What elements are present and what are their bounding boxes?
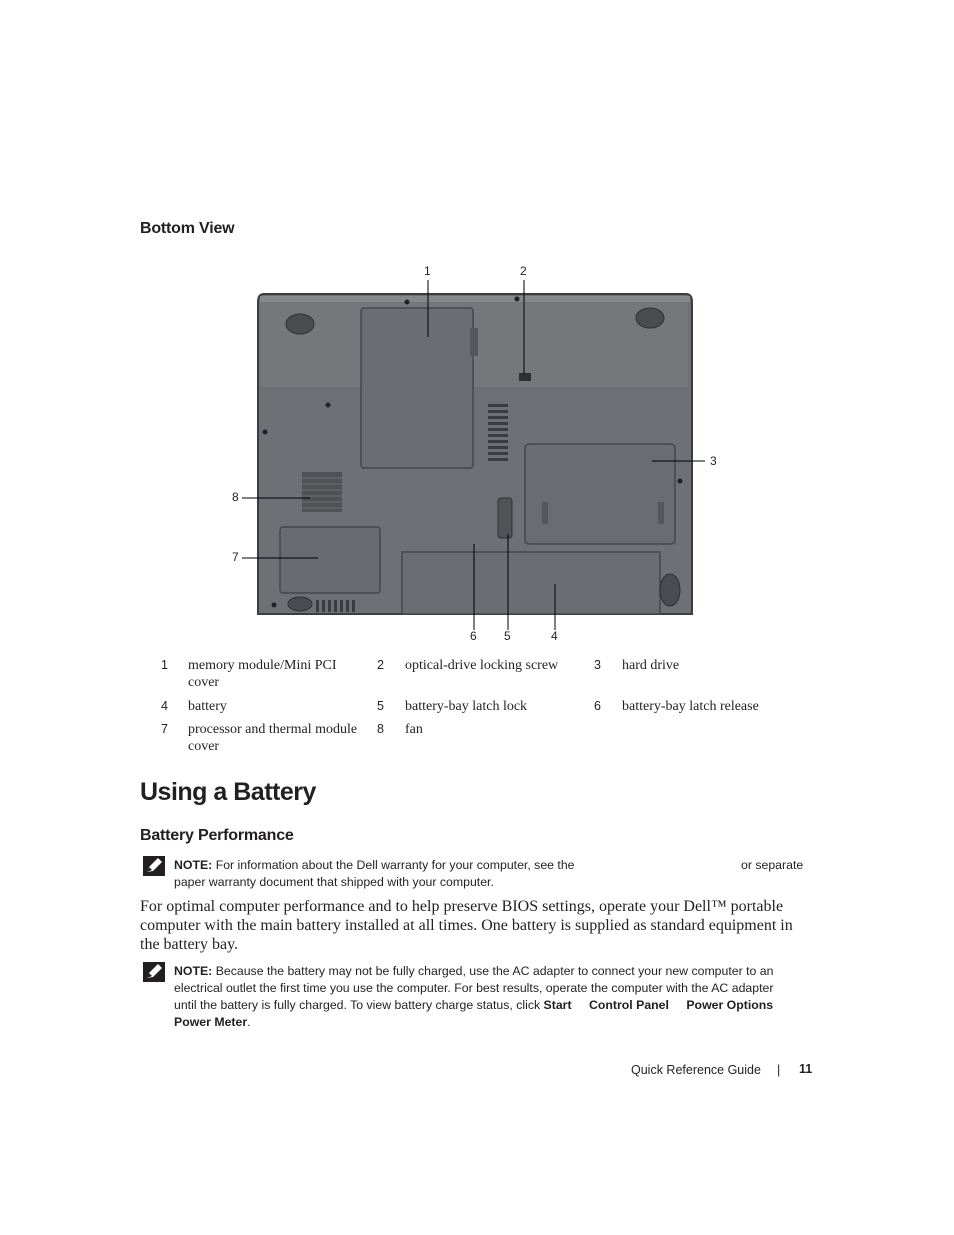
section-heading-bottom-view: Bottom View	[140, 220, 235, 237]
callout-5: 5	[504, 629, 511, 643]
control-panel-link: Control Panel	[589, 998, 669, 1012]
note-end: .	[247, 1015, 251, 1029]
note-pencil-icon	[143, 962, 165, 982]
legend-label: processor and thermal module cover	[188, 722, 358, 754]
start-menu-link: Start	[543, 998, 572, 1012]
legend-num: 1	[161, 658, 168, 672]
legend-num: 6	[594, 699, 601, 713]
callout-1: 1	[424, 264, 431, 278]
note-warranty	[174, 857, 814, 874]
legend-label: battery	[188, 699, 227, 714]
callout-2: 2	[520, 264, 527, 278]
note-line1: Because the battery may not be fully charged, use the AC adapter to connect your new computer to an	[215, 964, 774, 978]
note-text-a: For information about the Dell warranty for your computer, see the	[215, 858, 575, 872]
note-line3: until the battery is fully charged. To view battery charge status, click	[174, 998, 541, 1012]
laptop-bottom-illustration	[230, 262, 730, 647]
legend-label: battery-bay latch release	[622, 699, 759, 714]
power-meter-link: Power Meter	[174, 1015, 248, 1029]
note-label: NOTE:	[174, 858, 213, 872]
note-label: NOTE:	[174, 964, 213, 978]
legend-label: battery-bay latch lock	[405, 699, 528, 714]
power-options-link: Power Options	[686, 998, 774, 1012]
legend-num: 7	[161, 722, 168, 736]
legend-label: memory module/Mini PCI cover	[188, 658, 337, 690]
note-line2: electrical outlet the first time you use the computer. For best results, operate the computer with the AC adapter	[174, 981, 774, 995]
section-heading-battery-performance: Battery Performance	[140, 827, 294, 844]
footer-separator: |	[777, 1063, 781, 1077]
legend-label: fan	[405, 722, 423, 737]
legend-num: 5	[377, 699, 384, 713]
footer-guide-title: Quick Reference Guide	[631, 1063, 761, 1077]
body-paragraph: For optimal computer performance and to help preserve BIOS settings, operate your Dell™ portable computer with the main battery installed at all times. One battery is supplied as standard equipment in the battery bay.	[140, 898, 793, 953]
note-text-c: paper warranty document that shipped with your computer.	[174, 875, 494, 889]
section-heading-using-a-battery: Using a Battery	[140, 778, 316, 806]
legend-num: 4	[161, 699, 168, 713]
note-pencil-icon	[143, 856, 165, 876]
callout-6: 6	[470, 629, 477, 643]
callout-4: 4	[551, 629, 558, 643]
callout-8: 8	[232, 490, 239, 504]
callout-3: 3	[710, 454, 717, 468]
note-text-b: or separate	[741, 858, 804, 872]
legend-num: 2	[377, 658, 384, 672]
bottom-view-figure	[230, 262, 730, 647]
legend-num: 8	[377, 722, 384, 736]
legend-num: 3	[594, 658, 601, 672]
callout-7: 7	[232, 550, 239, 564]
legend-label: optical-drive locking screw	[405, 658, 559, 673]
note-battery-charge	[174, 963, 834, 1031]
page-number: 11	[799, 1062, 813, 1076]
legend-label: hard drive	[622, 658, 680, 673]
